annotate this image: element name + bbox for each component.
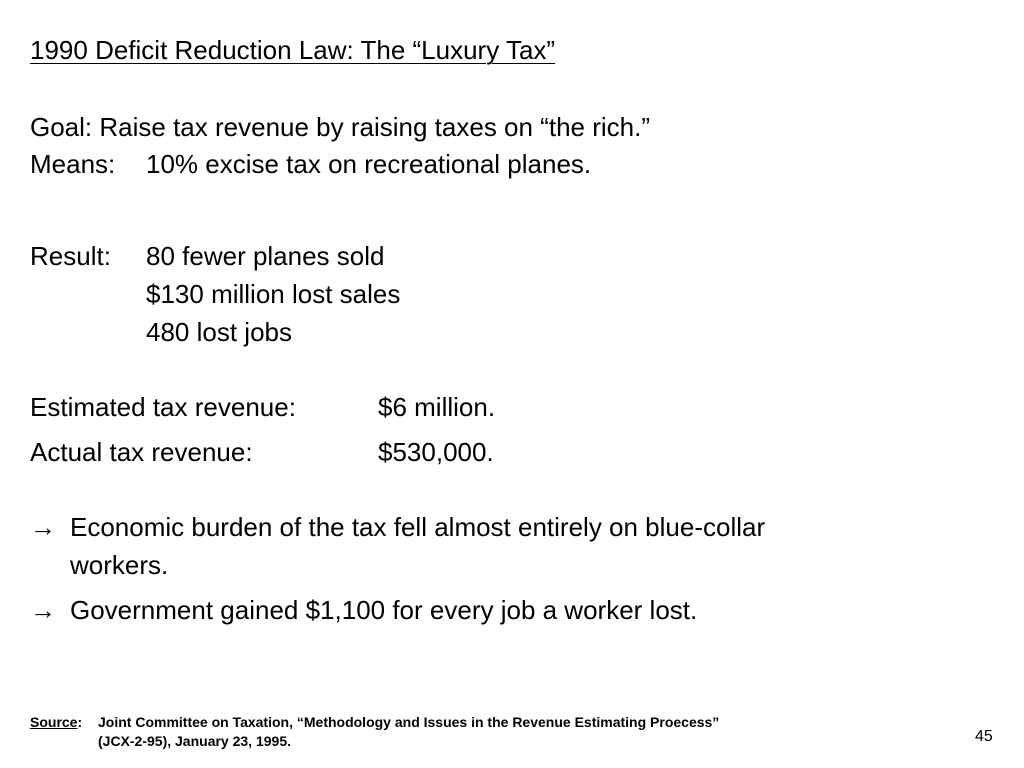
arrow-right-icon: → [30,595,56,625]
actual-revenue-label: Actual tax revenue: [30,437,253,467]
conclusion-item [30,512,766,580]
result-item: $130 million lost sales [146,279,401,309]
arrow-right-icon: → [30,512,56,542]
source-label-group [30,713,82,732]
result-line [30,241,401,347]
goal-text: Raise tax revenue by raising taxes on “the rich.” [99,112,650,142]
result-label: Result: [30,241,111,271]
source-citation: Joint Committee on Taxation, “Methodology and Issues in the Revenue Estimating Proecess” [98,714,720,730]
means-text: 10% excise tax on recreational planes. [146,149,592,179]
conclusion-text: Government gained $1,100 for every job a worker lost. [70,595,698,625]
goal-label: Goal: [30,112,93,142]
actual-revenue-value: $530,000. [378,437,494,467]
actual-revenue-line [30,437,494,467]
estimated-revenue-value: $6 million. [378,392,496,422]
means-line [30,149,592,179]
result-item: 80 fewer planes sold [146,241,385,271]
source-colon: : [77,714,83,730]
estimated-revenue-label: Estimated tax revenue: [30,392,296,422]
conclusion-item [30,595,698,625]
estimated-revenue-line [30,392,496,422]
page-number: 45 [975,728,993,745]
source-label: Source [30,714,78,730]
conclusion-text-continued: workers. [70,550,169,580]
conclusion-text: Economic burden of the tax fell almost entirely on blue-collar [70,512,766,542]
slide-title: 1990 Deficit Reduction Law: The “Luxury Tax” [30,35,556,65]
source-citation-continued: (JCX-2-95), January 23, 1995. [98,733,291,749]
result-item: 480 lost jobs [146,317,292,347]
means-label: Means: [30,149,116,179]
goal-line [30,112,650,142]
